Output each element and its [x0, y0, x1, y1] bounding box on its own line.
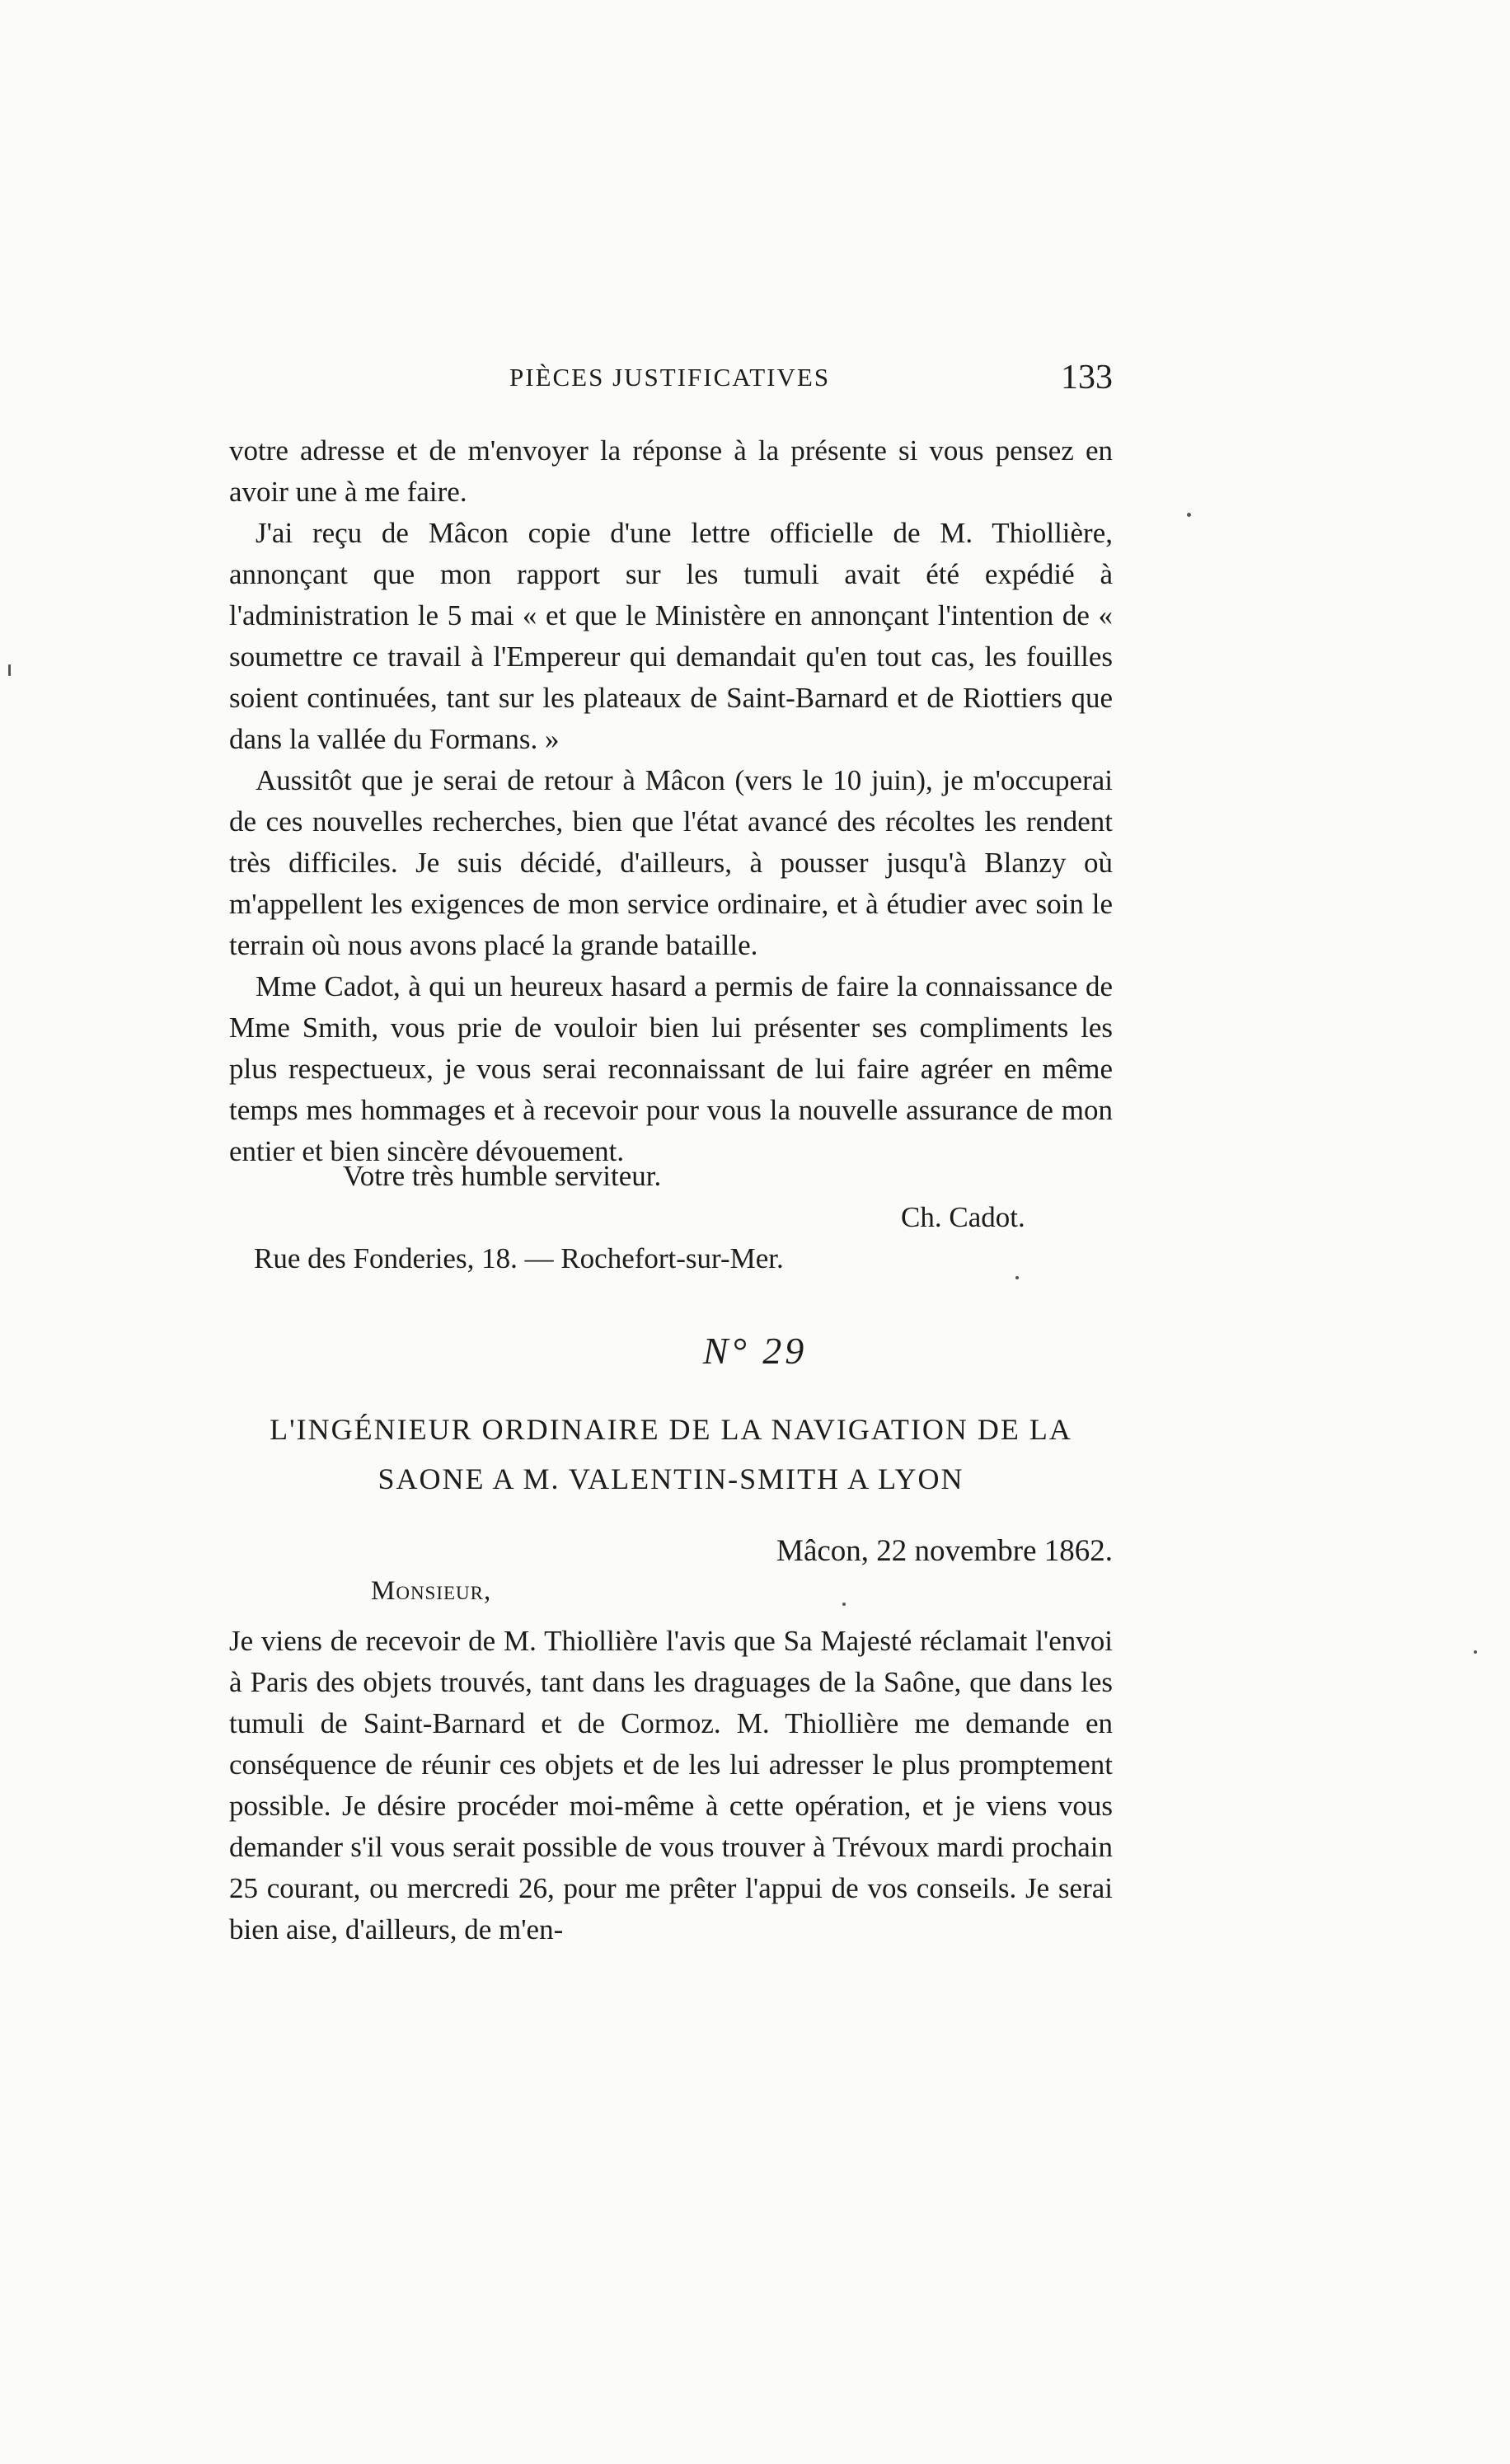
paragraph: Aussitôt que je serai de retour à Mâcon (vers le 10 juin), je m'occuperai de ces nouvelles recherches, bien que l'état avancé des récoltes les rendent très difficiles. Je suis décidé, d'ailleurs, à pousser jusqu'à Blanzy où m'appellent les exigences de mon service ordinaire, et à étudier avec soin le terrain où nous avons placé la grande bataille.	[229, 764, 1113, 961]
running-title: PIÈCES JUSTIFICATIVES	[509, 363, 831, 392]
letter-heading	[229, 1405, 1113, 1504]
paragraph: Mme Cadot, à qui un heureux hasard a permis de faire la connaissance de Mme Smith, vous prie de vouloir bien lui présenter ses compliments les plus respectueux, je vous serai reconnaissant de lui faire agréer en même temps mes hommages et à recevoir pour vous la nouvelle assurance de mon entier et bien sincère dévouement.	[229, 970, 1113, 1167]
running-head	[229, 359, 1113, 412]
letter-body	[229, 1621, 1113, 1950]
letter-number: N° 29	[702, 1330, 808, 1372]
heading-line: SAONE A M. VALENTIN-SMITH A LYON	[378, 1462, 964, 1495]
heading-line: L'INGÉNIEUR ORDINAIRE DE LA NAVIGATION DE LA	[270, 1413, 1072, 1446]
sender-address: Rue des Fonderies, 18. — Rochefort-sur-Mer.	[254, 1242, 784, 1274]
paragraph-continuation: votre adresse et de m'envoyer la réponse à la présente si vous pensez en avoir une à me faire.	[229, 434, 1113, 508]
paragraph: J'ai reçu de Mâcon copie d'une lettre officielle de M. Thiollière, annonçant que mon rapport sur les tumuli avait été expédié à l'administration le 5 mai « et que le Ministère en annonçant l'intention de « soumettre ce travail à l'Empereur qui demandait qu'en tout cas, les fouilles soient continuées, tant sur les plateaux de Saint-Barnard et de Riottiers que dans la vallée du Formans. »	[229, 517, 1113, 755]
dateline: Mâcon, 22 novembre 1862.	[776, 1534, 1113, 1568]
paper-speck	[1187, 513, 1191, 517]
paper-speck	[1015, 1276, 1019, 1279]
page-number: 133	[1061, 359, 1113, 397]
closing-formula: Votre très humble serviteur.	[343, 1160, 662, 1192]
paper-speck	[842, 1603, 846, 1606]
paper-speck	[1474, 1650, 1477, 1654]
paper-speck	[8, 664, 11, 676]
signature: Ch. Cadot.	[901, 1201, 1025, 1233]
paragraph: Je viens de recevoir de M. Thiollière l'avis que Sa Majesté réclamait l'envoi à Paris des objets trouvés, tant dans les draguages de la Saône, que dans les tumuli de Saint-Barnard et de Cormoz. M. Thiollière me demande en conséquence de réunir ces objets et de les lui adresser le plus promptement possible. Je désire procéder moi-même à cette opération, et je viens vous demander s'il vous serait possible de vous trouver à Trévoux mardi prochain 25 courant, ou mercredi 26, pour me prêter l'appui de vos conseils. Je serai bien aise, d'ailleurs, de m'en-	[229, 1625, 1113, 1945]
salutation: Monsieur,	[371, 1576, 492, 1606]
letter-body	[229, 430, 1113, 1172]
